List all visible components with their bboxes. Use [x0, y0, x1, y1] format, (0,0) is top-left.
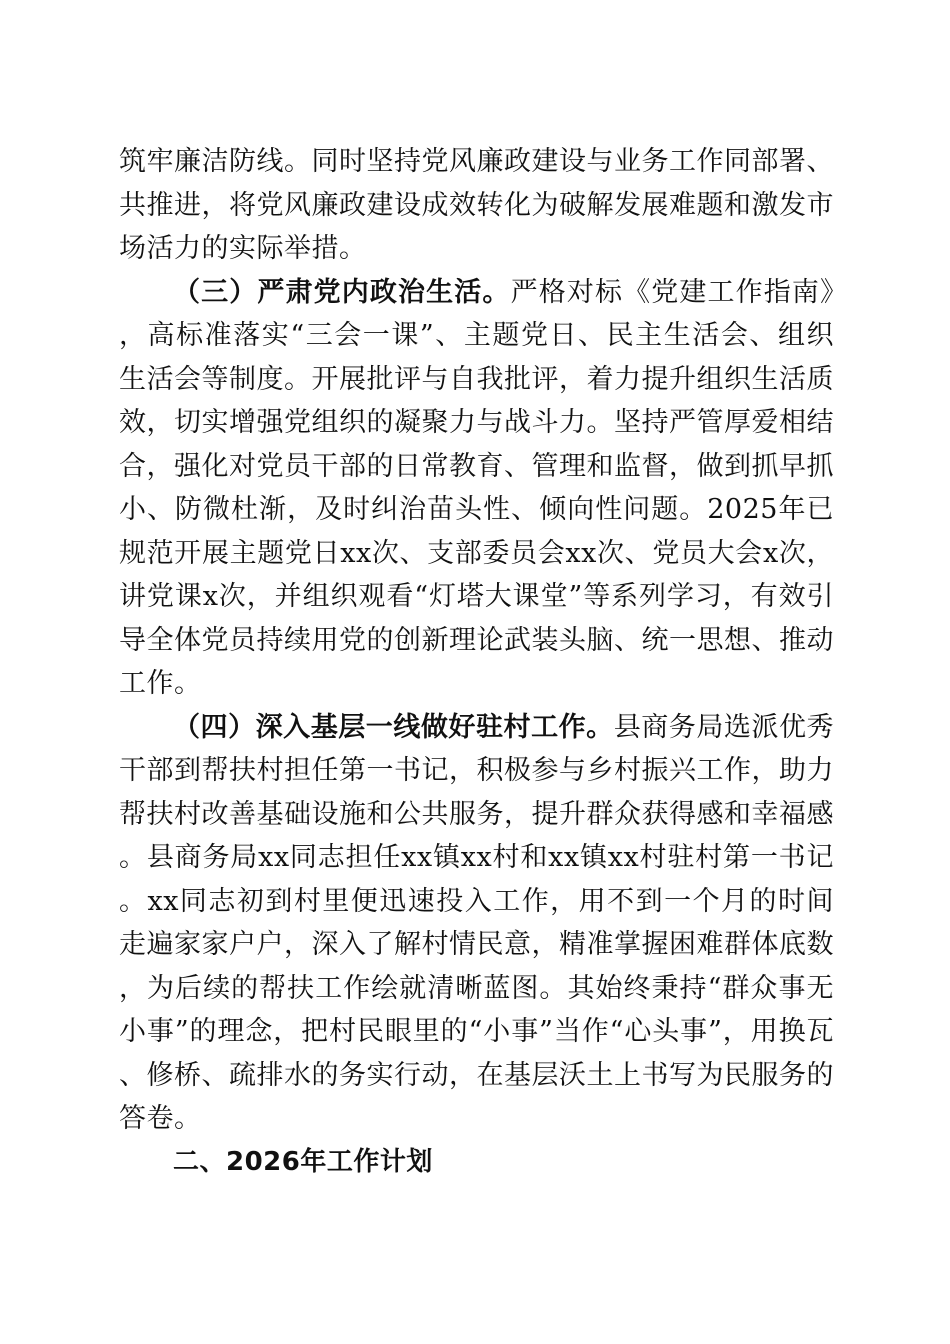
- paragraph-lead-heading: （三）严肃党内政治生活。: [173, 276, 511, 308]
- paragraph-anti-corruption-continued: 筑牢廉洁防线。同时坚持党风廉政建设与业务工作同部署、共推进，将党风廉政建设成效转化为破解发展难题和激发市场活力的实际举措。: [119, 146, 834, 264]
- document-body: [119, 140, 834, 1184]
- paragraph-village-work: [119, 706, 834, 1141]
- paragraph-lead-heading: （四）深入基层一线做好驻村工作。: [173, 711, 614, 743]
- section-heading-work-plan: 二、2026年工作计划: [173, 1146, 433, 1177]
- paragraph-body-text: 县商务局选派优秀干部到帮扶村担任第一书记，积极参与乡村振兴工作，助力帮扶村改善基础设施和公共服务，提升群众获得感和幸福感。县商务局xx同志担任xx镇xx村和xx镇xx村驻村第一书记。xx同志初到村里便迅速投入工作，用不到一个月的时间走遍家家户户，深入了解村情民意，精准掌握困难群体底数，为后续的帮扶工作绘就清晰蓝图。其始终秉持“群众事无小事”的理念，把村民眼里的“小事”当作“心头事”，用换瓦、修桥、疏排水的务实行动，在基层沃土上书写为民服务的答卷。: [119, 711, 835, 1134]
- paragraph-body-text: 严格对标《党建工作指南》，高标准落实“三会一课”、主题党日、民主生活会、组织生活会等制度。开展批评与自我批评，着力提升组织生活质效，切实增强党组织的凝聚力与战斗力。坚持严管厚爱相结合，强化对党员干部的日常教育、管理和监督，做到抓早抓小、防微杜渐，及时纠治苗头性、倾向性问题。2025年已规范开展主题党日xx次、支部委员会xx次、党员大会x次，讲党课x次，并组织观看“灯塔大课堂”等系列学习，有效引导全体党员持续用党的创新理论武装头脑、统一思想、推动工作。: [119, 276, 835, 699]
- paragraph-party-political-life: [119, 271, 834, 706]
